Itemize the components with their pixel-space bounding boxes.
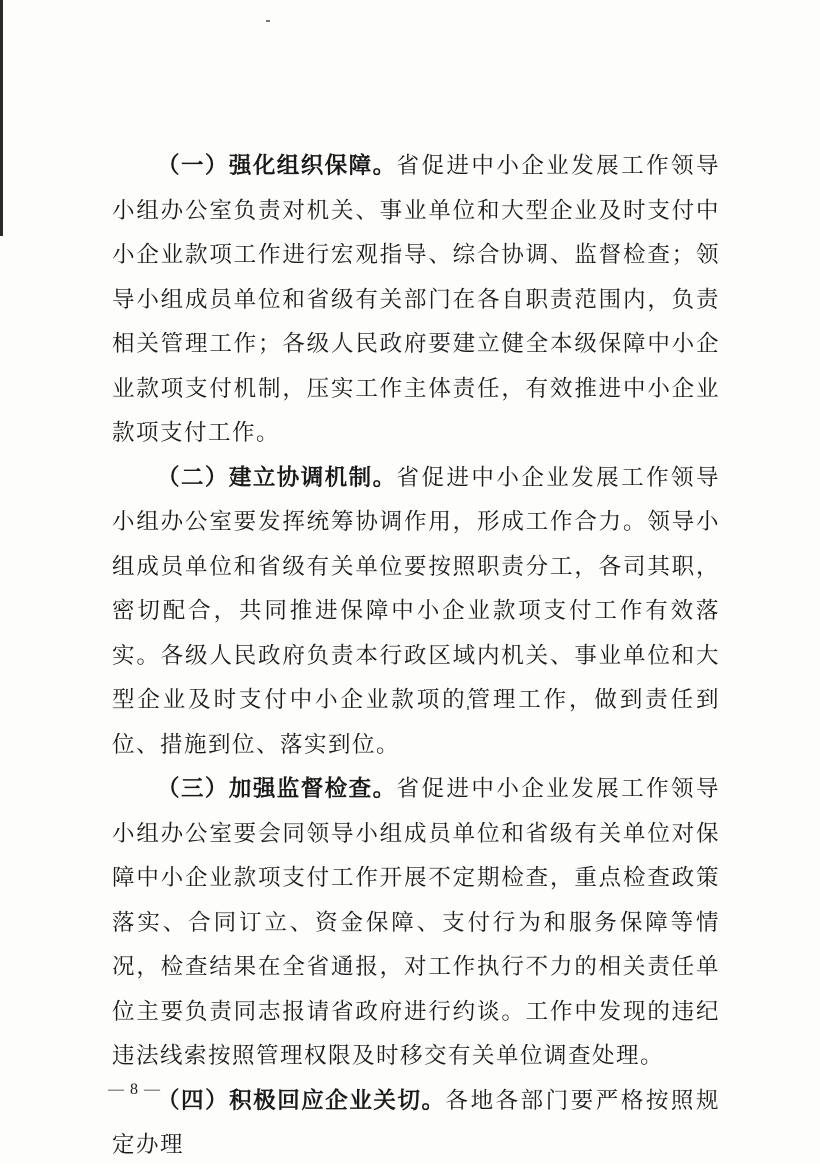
section-heading-3: （三）加强监督检查。 xyxy=(157,776,397,802)
paragraph-text-4: 各地各部门要严格按照规定办理 xyxy=(112,1087,720,1158)
scan-speck xyxy=(266,20,270,22)
paragraph-text-2: 省促进中小企业发展工作领导小组办公室要发挥统筹协调作用，形成工作合力。领导小组成员单位和省级有关单位要按照职责分工，各司其职，密切配合，共同推进保障中小企业款项支付工作有效落实。各级人民政府负责本行政区域内机关、事业单位和大型企业及时支付中小企业款项的管理工作，做到责任到位、措施到位、落实到位。 xyxy=(112,464,720,758)
paragraph-text-3: 省促进中小企业发展工作领导小组办公室要会同领导小组成员单位和省级有关单位对保障中小企业款项支付工作开展不定期检查，重点检查政策落实、合同订立、资金保障、支付行为和服务保障等情况，检查结果在全省通报，对工作执行不力的相关责任单位主要负责同志报请省政府进行约谈。工作中发现的违纪违法线索按照管理权限及时移交有关单位调查处理。 xyxy=(112,776,720,1069)
document-body xyxy=(112,144,720,1168)
section-heading-2: （二）建立协调机制。 xyxy=(157,464,397,491)
paragraph-text-1: 省促进中小企业发展工作领导小组办公室负责对机关、事业单位和大型企业及时支付中小企业款项工作进行宏观指导、综合协调、监督检查；领导小组成员单位和省级有关部门在各自职责范围内，负责相关管理工作；各级人民政府要建立健全本级保障中小企业款项支付机制，压实工作主体责任，有效推进中小企业款项支付工作。 xyxy=(112,153,720,446)
paragraph-1 xyxy=(112,144,720,456)
paragraph-3 xyxy=(112,767,720,1079)
section-heading-4: （四）积极回应企业关切。 xyxy=(157,1087,446,1114)
paragraph-2 xyxy=(112,456,720,768)
section-heading-1: （一）强化组织保障。 xyxy=(157,153,397,179)
paragraph-4 xyxy=(112,1079,720,1168)
page-number: — 8 — xyxy=(108,1081,161,1098)
scan-edge-mark xyxy=(0,0,3,236)
